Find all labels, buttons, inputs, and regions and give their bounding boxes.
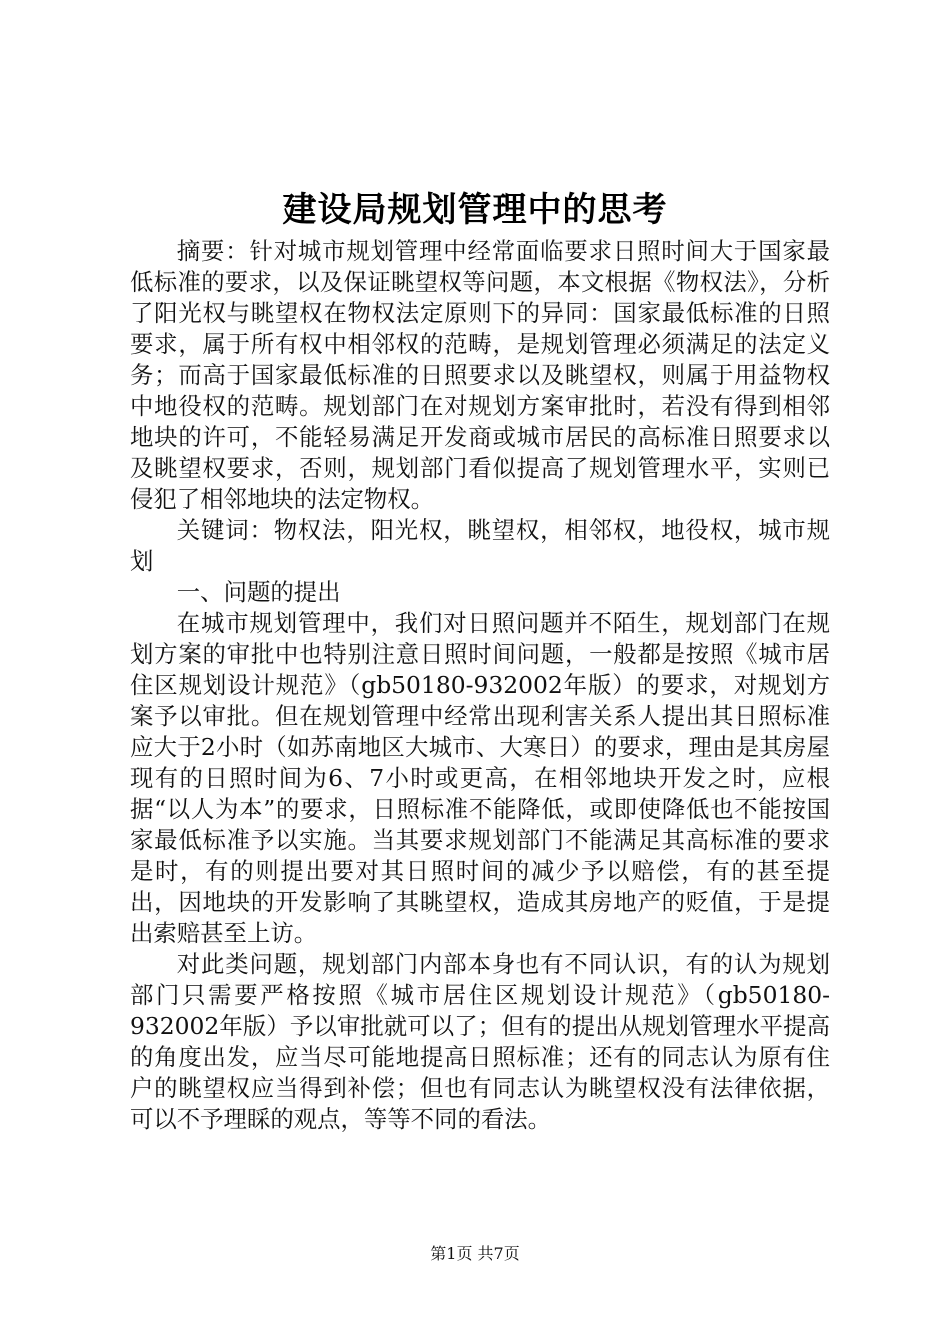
document-title: 建设局规划管理中的思考 xyxy=(282,190,668,230)
section-heading: 一、问题的提出 xyxy=(176,578,341,606)
page-footer: 第1页 共7页 xyxy=(430,1244,520,1263)
abstract-paragraph: 摘要：针对城市规划管理中经常面临要求日照时间大于国家最低标准的要求，以及保证眺望权等问题，本文根据《物权法》，分析了阳光权与眺望权在物权法定原则下的异同：国家最低标准的日照要求，属于所有权中相邻权的范畴，是规划管理必须满足的法定义务；而高于国家最低标准的日照要求以及眺望权，则属于用益物权中地役权的范畴。规划部门在对规划方案审批时，若没有得到相邻地块的许可，不能轻易满足开发商或城市居民的高标准日照要求以及眺望权要求，否则，规划部门看似提高了规划管理水平，实则已侵犯了相邻地块的法定物权。 xyxy=(130,237,830,513)
document-body xyxy=(130,236,830,1135)
body-paragraph: 对此类问题，规划部门内部本身也有不同认识，有的认为规划部门只需要严格按照《城市居住区规划设计规范》（gb50180-932002年版）予以审批就可以了；但有的提出从规划管理水平提高的角度出发，应当尽可能地提高日照标准；还有的同志认为原有住户的眺望权应当得到补偿；但也有同志认为眺望权没有法律依据，可以不予理睬的观点，等等不同的看法。 xyxy=(130,950,830,1133)
body-paragraph: 在城市规划管理中，我们对日照问题并不陌生，规划部门在规划方案的审批中也特别注意日照时间问题，一般都是按照《城市居住区规划设计规范》（gb50180-932002年版）的要求，对规划方案予以审批。但在规划管理中经常出现利害关系人提出其日照标准应大于2小时（如苏南地区大城市、大寒日）的要求，理由是其房屋现有的日照时间为6、7小时或更高，在相邻地块开发之时，应根据“以人为本”的要求，日照标准不能降低，或即使降低也不能按国家最低标准予以实施。当其要求规划部门不能满足其高标准的要求是时，有的则提出要对其日照时间的减少予以赔偿，有的甚至提出，因地块的开发影响了其眺望权，造成其房地产的贬值，于是提出索赔甚至上访。 xyxy=(130,609,830,947)
keywords-paragraph: 关键词：物权法，阳光权，眺望权，相邻权，地役权，城市规划 xyxy=(130,516,830,575)
